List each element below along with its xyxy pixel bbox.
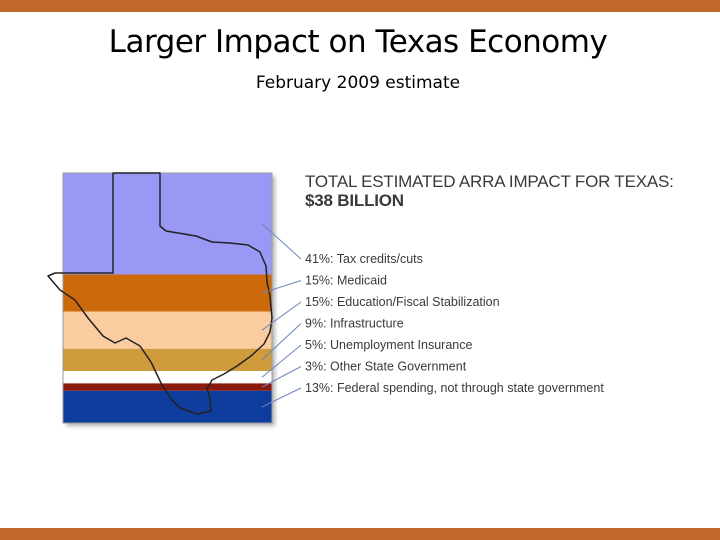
chart-title-line1: TOTAL ESTIMATED ARRA IMPACT FOR TEXAS:: [305, 172, 674, 191]
segment-6: [63, 391, 272, 423]
segment-label-0: 41%: Tax credits/cuts: [305, 252, 423, 266]
slide-subtitle: February 2009 estimate: [255, 73, 461, 93]
segment-4: [63, 371, 272, 383]
chart-title-total: $38 BILLION: [305, 191, 404, 210]
segment-label-1: 15%: Medicaid: [305, 273, 387, 288]
segment-label-3: 9%: Infrastructure: [305, 316, 404, 331]
segment-2: [63, 312, 272, 349]
segment-1: [63, 274, 272, 311]
segment-3: [63, 349, 272, 371]
slide-title: Larger Impact on Texas Economy: [108, 24, 608, 60]
segment-label-2: 15%: Education/Fiscal Stabilization: [305, 295, 500, 309]
segment-0: [63, 173, 272, 274]
segment-label-4: 5%: Unemployment Insurance: [305, 338, 473, 352]
bottom-accent-bar: [0, 528, 720, 540]
segment-label-6: 13%: Federal spending, not through state government: [305, 381, 604, 395]
segment-5: [63, 383, 272, 390]
segment-label-5: 3%: Other State Government: [305, 359, 467, 374]
